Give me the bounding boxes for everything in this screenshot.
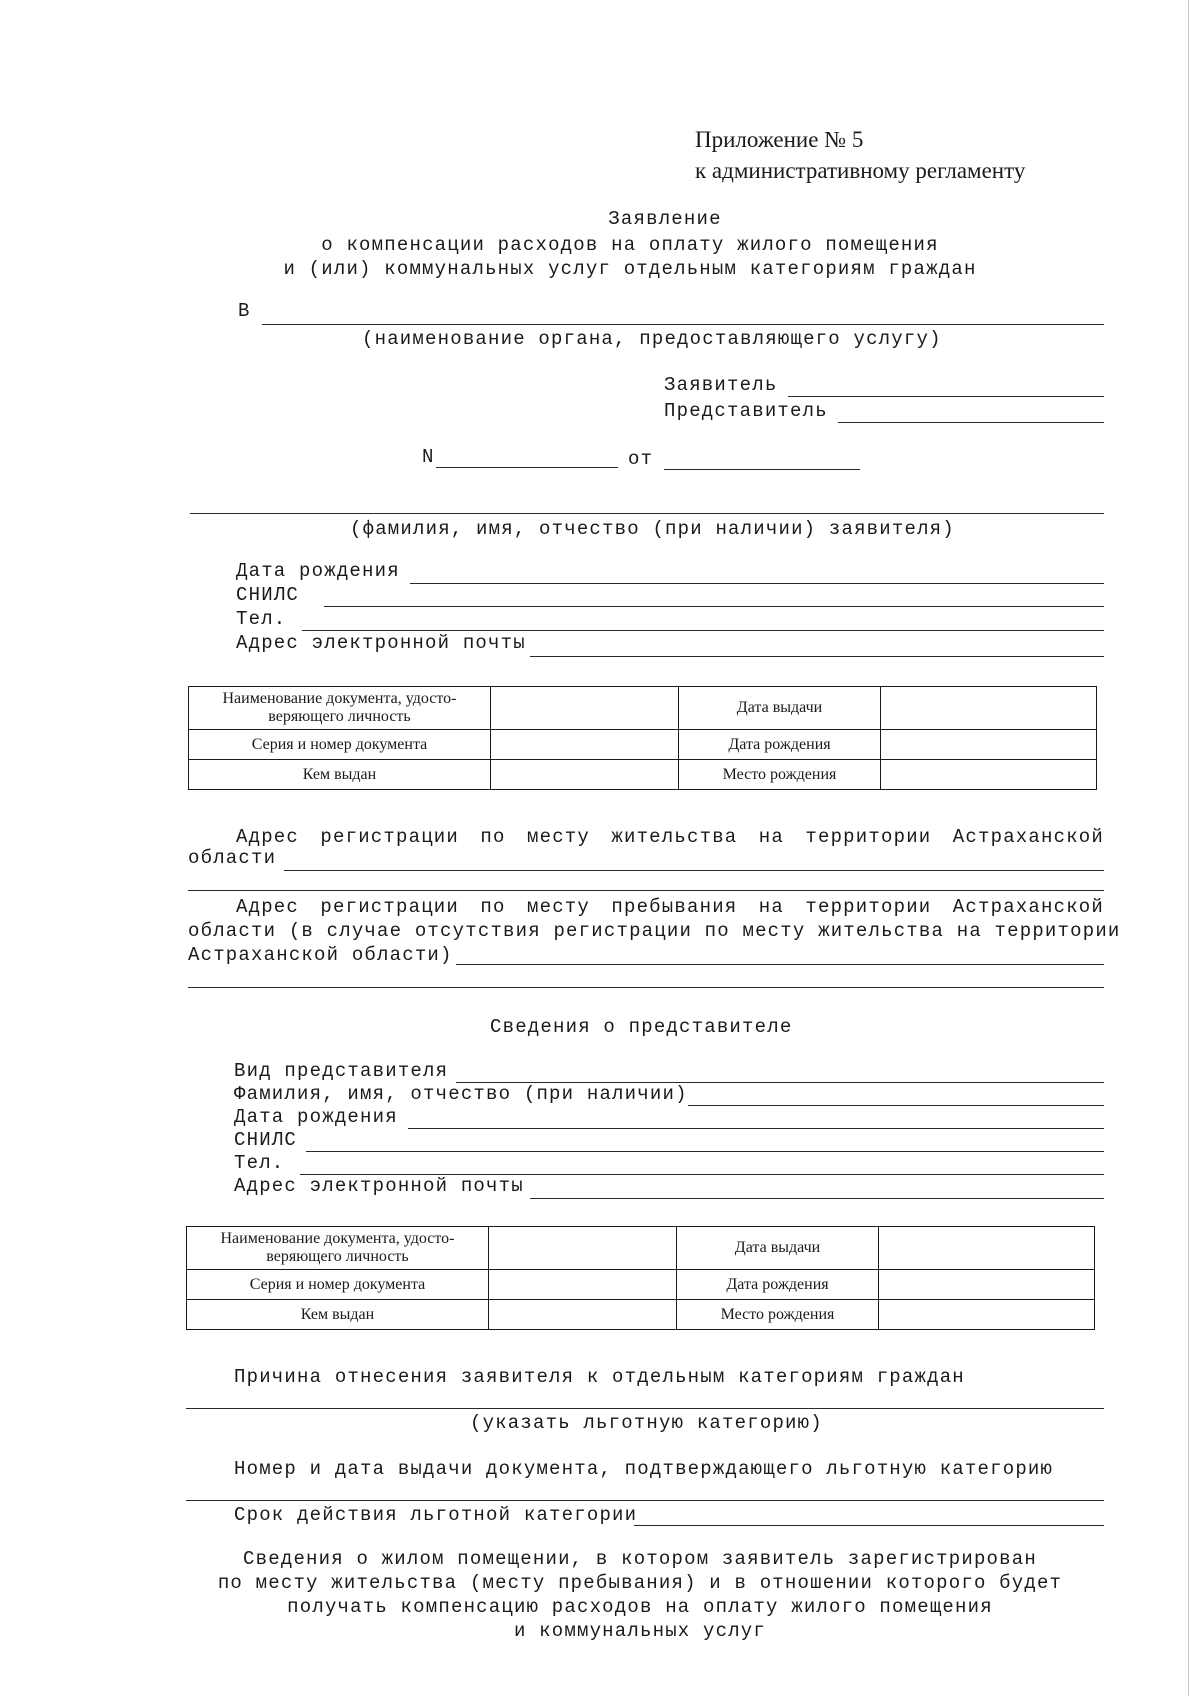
representative-heading: Сведения о представителе — [490, 1016, 793, 1038]
representative-fio-label: Фамилия, имя, отчество (при наличии) — [234, 1083, 688, 1105]
category-validity-label: Срок действия льготной категории — [234, 1504, 638, 1526]
id-birth-date-value[interactable] — [881, 730, 1097, 760]
date-from-line[interactable] — [664, 469, 860, 470]
rep-id-issued-by-label: Кем выдан — [187, 1300, 489, 1330]
form-title: Заявление — [608, 208, 722, 230]
stay-address-label: Адрес регистрации по месту пребывания на территории Астраханской — [236, 896, 1105, 918]
representative-birth-date-label: Дата рождения — [234, 1106, 398, 1128]
stay-address-line-2[interactable] — [188, 987, 1104, 988]
rep-id-issue-date-label: Дата выдачи — [677, 1227, 879, 1270]
representative-snils-label: СНИЛС — [234, 1129, 298, 1151]
id-birth-date-label: Дата рождения — [679, 730, 881, 760]
category-reason-label: Причина отнесения заявителя к отдельным категориям граждан — [234, 1366, 965, 1388]
representative-line[interactable] — [838, 422, 1104, 423]
rep-id-issued-by-value[interactable] — [489, 1300, 677, 1330]
addressee-prefix: В — [238, 300, 251, 322]
category-document-line[interactable] — [186, 1500, 1104, 1501]
rep-id-doc-name-value[interactable] — [489, 1227, 677, 1270]
rep-id-issue-date-value[interactable] — [879, 1227, 1095, 1270]
dwelling-heading-line1: Сведения о жилом помещении, в котором заявитель зарегистрирован — [243, 1548, 1037, 1570]
applicant-fio-caption: (фамилия, имя, отчество (при наличии) заявителя) — [350, 518, 955, 540]
category-validity-line[interactable] — [634, 1525, 1104, 1526]
id-series-number-value[interactable] — [491, 730, 679, 760]
rep-id-series-number-label: Серия и номер документа — [187, 1270, 489, 1300]
id-issued-by-label: Кем выдан — [189, 760, 491, 790]
form-subtitle-line1: о компенсации расходов на оплату жилого помещения — [321, 234, 939, 256]
rep-id-birth-date-value[interactable] — [879, 1270, 1095, 1300]
category-reason-line[interactable] — [186, 1408, 1104, 1409]
addressee-caption: (наименование органа, предоставляющего услугу) — [362, 328, 942, 350]
id-series-number-label: Серия и номер документа — [189, 730, 491, 760]
representative-type-label: Вид представителя — [234, 1060, 449, 1082]
stay-address-label-cont: области (в случае отсутствия регистрации по месту жительства на территории — [188, 920, 1121, 942]
addressee-line[interactable] — [262, 324, 1104, 325]
representative-birth-date-line[interactable] — [408, 1128, 1104, 1129]
applicant-email-line[interactable] — [530, 656, 1104, 657]
representative-id-table — [186, 1226, 1095, 1330]
applicant-line[interactable] — [788, 396, 1104, 397]
residence-address-label: Адрес регистрации по месту жительства на территории Астраханской — [236, 826, 1105, 848]
residence-address-line[interactable] — [284, 870, 1104, 871]
id-issue-date-label: Дата выдачи — [679, 687, 881, 730]
category-caption: (указать льготную категорию) — [470, 1412, 823, 1434]
representative-label: Представитель — [664, 400, 828, 422]
rep-id-doc-name-label: Наименование документа, удосто- веряющего личность — [187, 1227, 489, 1270]
id-issue-date-value[interactable] — [881, 687, 1097, 730]
applicant-fio-line[interactable] — [190, 513, 1104, 514]
id-issued-by-value[interactable] — [491, 760, 679, 790]
representative-email-label: Адрес электронной почты — [234, 1175, 524, 1197]
applicant-birth-date-label: Дата рождения — [236, 560, 400, 582]
applicant-email-label: Адрес электронной почты — [236, 632, 526, 654]
id-doc-name-label: Наименование документа, удосто- веряющего личность — [189, 687, 491, 730]
date-from-label: от — [628, 448, 654, 470]
stay-address-line[interactable] — [456, 964, 1104, 965]
applicant-phone-line[interactable] — [302, 630, 1104, 631]
representative-fio-line[interactable] — [688, 1105, 1104, 1106]
form-subtitle-line2: и (или) коммунальных услуг отдельным категориям граждан — [283, 258, 977, 280]
residence-address-label-cont: области — [188, 847, 277, 869]
rep-id-birth-place-value[interactable] — [879, 1300, 1095, 1330]
applicant-snils-line[interactable] — [324, 606, 1104, 607]
rep-id-birth-date-label: Дата рождения — [677, 1270, 879, 1300]
number-label: N — [422, 446, 435, 468]
representative-email-line[interactable] — [530, 1198, 1104, 1199]
applicant-birth-date-line[interactable] — [410, 583, 1104, 584]
category-document-label: Номер и дата выдачи документа, подтверждающего льготную категорию — [234, 1458, 1054, 1480]
id-birth-place-value[interactable] — [881, 760, 1097, 790]
dwelling-heading-line4: и коммунальных услуг — [513, 1620, 767, 1642]
dwelling-heading-line3: получать компенсацию расходов на оплату жилого помещения — [287, 1596, 993, 1618]
applicant-id-table — [188, 686, 1097, 790]
applicant-phone-label: Тел. — [236, 608, 287, 630]
stay-address-label-cont2: Астраханской области) — [188, 944, 453, 966]
representative-snils-line[interactable] — [306, 1151, 1104, 1152]
rep-id-series-number-value[interactable] — [489, 1270, 677, 1300]
id-doc-name-value[interactable] — [491, 687, 679, 730]
rep-id-birth-place-label: Место рождения — [677, 1300, 879, 1330]
representative-phone-label: Тел. — [234, 1152, 285, 1174]
number-line[interactable] — [436, 467, 618, 468]
appendix-number: Приложение № 5 — [695, 127, 864, 152]
residence-address-line-2[interactable] — [188, 890, 1104, 891]
id-birth-place-label: Место рождения — [679, 760, 881, 790]
dwelling-heading-line2: по месту жительства (месту пребывания) и в отношении которого будет — [217, 1572, 1063, 1594]
appendix-reference: к административному регламенту — [695, 158, 1026, 183]
applicant-label: Заявитель — [664, 374, 778, 396]
applicant-snils-label: СНИЛС — [236, 584, 300, 606]
